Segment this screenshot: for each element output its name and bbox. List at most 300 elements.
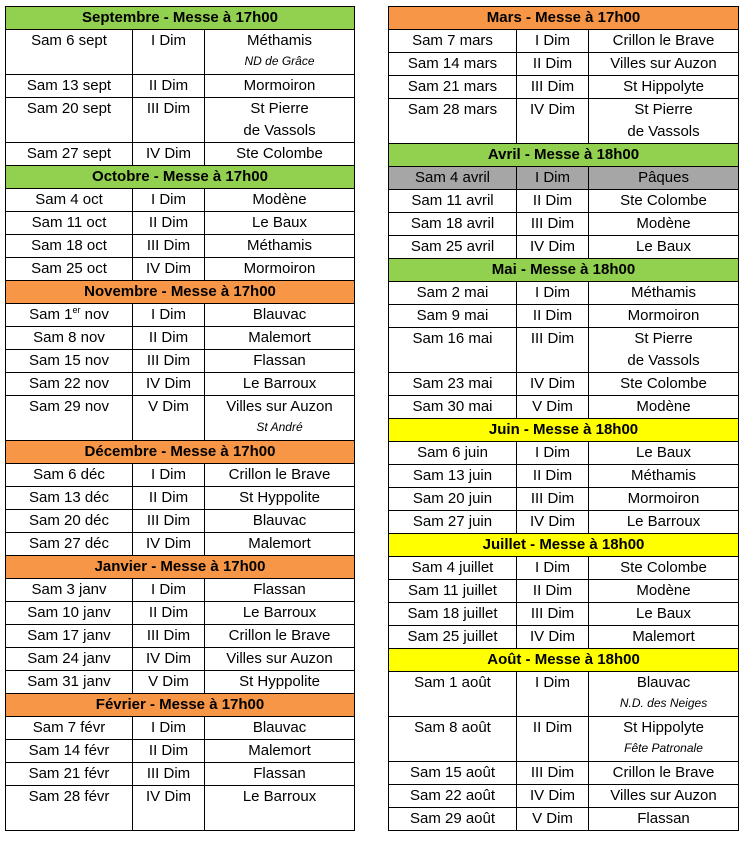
location-note: ND de Grâce xyxy=(244,54,315,68)
date-text: Sam 14 mars xyxy=(407,55,498,72)
date-text: Sam 6 juin xyxy=(417,444,488,461)
location-name: Villes sur Auzon xyxy=(610,787,717,804)
month-header-row xyxy=(389,649,739,672)
sunday-cell xyxy=(517,557,589,580)
date-cell xyxy=(6,533,133,556)
sunday-cell xyxy=(133,717,205,740)
location-name: Le Baux xyxy=(635,444,692,461)
location-cell xyxy=(589,190,739,213)
location-name: Flassan xyxy=(637,810,690,827)
month-header-row xyxy=(6,556,355,579)
schedule-row xyxy=(6,258,355,281)
location-name: Malemort xyxy=(248,329,311,346)
date-cell xyxy=(389,53,517,76)
location-name: St Pierre xyxy=(250,100,309,117)
month-header: Novembre - Messe à 17h00 xyxy=(6,281,355,304)
date-cell xyxy=(6,143,133,166)
date-cell xyxy=(6,30,133,75)
location-cell xyxy=(205,373,355,396)
date-cell xyxy=(6,740,133,763)
sunday-label: II Dim xyxy=(532,307,573,324)
date-text: Sam 31 janv xyxy=(27,673,111,690)
sunday-cell xyxy=(517,167,589,190)
date-text: Sam 16 mai xyxy=(412,330,493,347)
location-name: Le Barroux xyxy=(242,375,317,392)
date-text: Sam 4 juillet xyxy=(411,559,494,576)
location-cell xyxy=(205,717,355,740)
date-text: Sam 4 avril xyxy=(414,169,491,186)
location-name: Blauvac xyxy=(252,512,307,529)
schedule-row xyxy=(6,30,355,75)
date-text: Sam 18 oct xyxy=(31,237,107,254)
schedule-row xyxy=(389,282,739,305)
sunday-label: II Dim xyxy=(532,192,573,209)
schedule-row xyxy=(6,98,355,143)
date-text: Sam 27 déc xyxy=(28,535,110,552)
location-name: Le Baux xyxy=(635,605,692,622)
date-text: Sam 8 août xyxy=(414,719,491,736)
location-name: St Hippolyte xyxy=(623,719,704,736)
date-text: Sam 6 sept xyxy=(31,32,107,49)
location-cell xyxy=(205,510,355,533)
date-cell xyxy=(6,98,133,143)
date-superscript: er xyxy=(72,305,81,315)
schedule-row xyxy=(6,763,355,786)
location-cell xyxy=(589,580,739,603)
sunday-label: I Dim xyxy=(151,581,186,598)
location-name: Méthamis xyxy=(631,284,697,301)
date-cell xyxy=(389,442,517,465)
schedule-row xyxy=(389,557,739,580)
schedule-row xyxy=(389,213,739,236)
location-cell xyxy=(589,373,739,396)
month-header-row xyxy=(389,419,739,442)
sunday-label: II Dim xyxy=(148,329,189,346)
schedule-row xyxy=(6,75,355,98)
schedule-row xyxy=(6,602,355,625)
date-text: Sam 1 août xyxy=(414,674,491,691)
sunday-cell xyxy=(133,235,205,258)
location-cell xyxy=(589,167,739,190)
location-cell xyxy=(205,143,355,166)
sunday-cell xyxy=(133,533,205,556)
location-name: Crillon le Brave xyxy=(228,466,331,483)
location-name-line2: de Vassols xyxy=(243,122,316,139)
month-header: Septembre - Messe à 17h00 xyxy=(6,7,355,30)
sunday-cell xyxy=(517,511,589,534)
sunday-cell xyxy=(133,602,205,625)
schedule-row xyxy=(6,717,355,740)
date-cell xyxy=(389,488,517,511)
month-header-row xyxy=(6,7,355,30)
schedule-row xyxy=(6,533,355,556)
sunday-cell xyxy=(517,99,589,144)
sunday-label: IV Dim xyxy=(530,513,575,530)
location-name: Malemort xyxy=(632,628,695,645)
location-name: Crillon le Brave xyxy=(612,764,715,781)
location-cell xyxy=(589,603,739,626)
location-name: Méthamis xyxy=(247,237,313,254)
date-cell xyxy=(6,327,133,350)
sunday-cell xyxy=(133,30,205,75)
schedule-row xyxy=(6,235,355,258)
sunday-label: II Dim xyxy=(532,582,573,599)
sunday-cell xyxy=(133,258,205,281)
date-cell xyxy=(389,236,517,259)
location-name: Méthamis xyxy=(247,32,313,49)
date-cell xyxy=(6,602,133,625)
sunday-cell xyxy=(517,603,589,626)
sunday-label: II Dim xyxy=(532,467,573,484)
date-cell xyxy=(389,328,517,373)
date-cell xyxy=(389,167,517,190)
sunday-label: III Dim xyxy=(146,100,191,117)
date-cell xyxy=(6,487,133,510)
location-name: Malemort xyxy=(248,535,311,552)
location-name: Villes sur Auzon xyxy=(610,55,717,72)
sunday-label: III Dim xyxy=(146,765,191,782)
location-name: St Hyppolite xyxy=(239,489,320,506)
location-note: St André xyxy=(256,420,303,434)
month-header-row xyxy=(389,259,739,282)
date-cell xyxy=(6,763,133,786)
location-cell xyxy=(205,212,355,235)
location-note: N.D. des Neiges xyxy=(619,696,708,710)
sunday-cell xyxy=(517,76,589,99)
date-text: Sam 20 juin xyxy=(412,490,493,507)
location-cell xyxy=(589,328,739,373)
date-text: Sam 2 mai xyxy=(416,284,489,301)
location-name: St Hippolyte xyxy=(623,78,704,95)
sunday-cell xyxy=(133,212,205,235)
date-cell xyxy=(389,511,517,534)
sunday-label: I Dim xyxy=(151,719,186,736)
date-cell xyxy=(389,305,517,328)
date-cell xyxy=(6,510,133,533)
date-text: Sam 13 juin xyxy=(412,467,493,484)
sunday-label: IV Dim xyxy=(146,260,191,277)
date-cell xyxy=(6,579,133,602)
sunday-label: II Dim xyxy=(148,489,189,506)
location-name: Pâques xyxy=(638,169,689,186)
date-text: Sam 7 mars xyxy=(412,32,493,49)
month-header-row xyxy=(6,441,355,464)
date-text: Sam 14 févr xyxy=(28,742,110,759)
location-cell xyxy=(205,396,355,441)
location-cell xyxy=(589,236,739,259)
sunday-cell xyxy=(517,305,589,328)
sunday-cell xyxy=(133,373,205,396)
location-cell xyxy=(205,740,355,763)
location-cell xyxy=(589,785,739,808)
schedule-row xyxy=(6,189,355,212)
schedule-row xyxy=(389,190,739,213)
month-header: Juillet - Messe à 18h00 xyxy=(389,534,739,557)
location-name: Flassan xyxy=(253,352,306,369)
date-cell xyxy=(6,75,133,98)
location-cell xyxy=(589,396,739,419)
date-cell xyxy=(389,785,517,808)
date-cell xyxy=(389,396,517,419)
schedule-row xyxy=(389,511,739,534)
schedule-row xyxy=(6,304,355,327)
location-cell xyxy=(205,602,355,625)
date-text: Sam 11 juillet xyxy=(408,582,497,599)
schedule-row xyxy=(389,76,739,99)
date-cell xyxy=(6,258,133,281)
date-cell xyxy=(389,808,517,831)
sunday-cell xyxy=(517,808,589,831)
sunday-cell xyxy=(517,30,589,53)
sunday-label: III Dim xyxy=(146,627,191,644)
location-name: Le Barroux xyxy=(242,604,317,621)
date-cell xyxy=(6,212,133,235)
sunday-label: I Dim xyxy=(151,32,186,49)
month-header: Juin - Messe à 18h00 xyxy=(389,419,739,442)
location-cell xyxy=(205,533,355,556)
location-cell xyxy=(205,763,355,786)
sunday-label: V Dim xyxy=(532,810,573,827)
location-cell xyxy=(589,672,739,717)
date-cell xyxy=(389,465,517,488)
schedule-row xyxy=(6,510,355,533)
date-text-tail: nov xyxy=(80,306,109,323)
location-cell xyxy=(205,625,355,648)
date-cell xyxy=(389,603,517,626)
schedule-row xyxy=(6,396,355,441)
date-text: Sam 15 août xyxy=(409,764,496,781)
location-name: Malemort xyxy=(248,742,311,759)
date-text: Sam 28 févr xyxy=(28,788,110,805)
sunday-cell xyxy=(133,648,205,671)
sunday-label: II Dim xyxy=(148,742,189,759)
location-name: Flassan xyxy=(253,765,306,782)
sunday-label: III Dim xyxy=(530,490,575,507)
location-name: Ste Colombe xyxy=(620,192,707,209)
sunday-label: IV Dim xyxy=(530,628,575,645)
schedule-row xyxy=(6,625,355,648)
location-cell xyxy=(589,717,739,762)
location-cell xyxy=(589,626,739,649)
month-header-row xyxy=(6,694,355,717)
sunday-label: III Dim xyxy=(530,78,575,95)
sunday-label: II Dim xyxy=(148,77,189,94)
date-cell xyxy=(6,235,133,258)
date-cell xyxy=(6,350,133,373)
schedule-row xyxy=(389,603,739,626)
location-name: Mormoiron xyxy=(627,307,700,324)
date-cell xyxy=(389,282,517,305)
sunday-cell xyxy=(517,717,589,762)
date-cell xyxy=(389,213,517,236)
date-text: Sam 20 sept xyxy=(26,100,112,117)
date-text: Sam 8 nov xyxy=(33,329,105,346)
location-name: Modène xyxy=(636,215,691,232)
location-cell xyxy=(205,464,355,487)
schedule-row xyxy=(389,785,739,808)
location-cell xyxy=(205,350,355,373)
date-text: Sam 15 nov xyxy=(28,352,110,369)
date-text: Sam 25 avril xyxy=(410,238,495,255)
date-text: Sam 11 avril xyxy=(411,192,494,209)
date-text: Sam 10 janv xyxy=(27,604,111,621)
month-header: Mars - Messe à 17h00 xyxy=(389,7,739,30)
sunday-cell xyxy=(517,190,589,213)
month-header: Janvier - Messe à 17h00 xyxy=(6,556,355,579)
date-cell xyxy=(6,671,133,694)
schedule-row xyxy=(389,99,739,144)
location-name: Blauvac xyxy=(252,306,307,323)
schedule-row xyxy=(389,762,739,785)
location-name: Ste Colombe xyxy=(620,559,707,576)
month-header: Octobre - Messe à 17h00 xyxy=(6,166,355,189)
date-text: Sam 22 nov xyxy=(28,375,110,392)
location-cell xyxy=(205,258,355,281)
schedule-row xyxy=(6,212,355,235)
sunday-label: I Dim xyxy=(535,444,570,461)
location-cell xyxy=(205,189,355,212)
location-name: Mormoiron xyxy=(627,490,700,507)
date-cell xyxy=(389,762,517,785)
date-cell xyxy=(6,786,133,831)
sunday-label: I Dim xyxy=(535,559,570,576)
location-name: Modène xyxy=(636,582,691,599)
sunday-cell xyxy=(517,373,589,396)
location-name: Blauvac xyxy=(252,719,307,736)
sunday-cell xyxy=(517,53,589,76)
sunday-label: I Dim xyxy=(151,191,186,208)
schedule-row xyxy=(389,305,739,328)
sunday-cell xyxy=(133,350,205,373)
date-text: Sam 24 janv xyxy=(27,650,111,667)
schedule-table-left xyxy=(5,6,355,831)
schedule-row xyxy=(6,464,355,487)
schedule-row xyxy=(6,671,355,694)
date-text: Sam 3 janv xyxy=(31,581,107,598)
sunday-label: III Dim xyxy=(530,764,575,781)
date-text: Sam 18 juillet xyxy=(407,605,498,622)
location-cell xyxy=(205,30,355,75)
schedule-row xyxy=(6,327,355,350)
location-cell xyxy=(589,808,739,831)
date-text: Sam 27 juin xyxy=(412,513,493,530)
schedule-column-left xyxy=(5,6,354,831)
sunday-label: IV Dim xyxy=(146,650,191,667)
date-text: Sam 23 mai xyxy=(412,375,493,392)
location-name: Le Baux xyxy=(251,214,308,231)
sunday-cell xyxy=(517,626,589,649)
sunday-cell xyxy=(133,786,205,831)
sunday-label: V Dim xyxy=(532,398,573,415)
location-cell xyxy=(205,671,355,694)
date-text: Sam 27 sept xyxy=(26,145,112,162)
date-cell xyxy=(389,717,517,762)
date-text: Sam 1 xyxy=(29,306,73,323)
date-text: Sam 29 nov xyxy=(28,398,110,415)
sunday-cell xyxy=(133,464,205,487)
location-cell xyxy=(589,282,739,305)
sunday-label: II Dim xyxy=(532,719,573,736)
location-name: St Pierre xyxy=(634,101,693,118)
date-text: Sam 9 mai xyxy=(416,307,489,324)
date-text: Sam 30 mai xyxy=(412,398,493,415)
sunday-label: IV Dim xyxy=(530,101,575,118)
location-cell xyxy=(589,53,739,76)
date-cell xyxy=(389,76,517,99)
sunday-cell xyxy=(133,671,205,694)
location-cell xyxy=(205,487,355,510)
location-cell xyxy=(205,648,355,671)
date-text: Sam 7 févr xyxy=(32,719,106,736)
sunday-label: IV Dim xyxy=(146,375,191,392)
sunday-cell xyxy=(517,328,589,373)
sunday-label: V Dim xyxy=(148,398,189,415)
location-cell xyxy=(205,786,355,831)
date-text: Sam 18 avril xyxy=(410,215,495,232)
sunday-cell xyxy=(133,189,205,212)
location-cell xyxy=(205,327,355,350)
schedule-row xyxy=(6,740,355,763)
month-header: Août - Messe à 18h00 xyxy=(389,649,739,672)
month-header: Avril - Messe à 18h00 xyxy=(389,144,739,167)
sunday-label: II Dim xyxy=(148,214,189,231)
location-name: Modène xyxy=(636,398,691,415)
location-name: Le Barroux xyxy=(626,513,701,530)
sunday-cell xyxy=(517,672,589,717)
schedule-row xyxy=(389,717,739,762)
date-text: Sam 21 mars xyxy=(407,78,498,95)
date-cell xyxy=(6,304,133,327)
sunday-label: II Dim xyxy=(148,604,189,621)
location-name: Méthamis xyxy=(631,467,697,484)
sunday-label: I Dim xyxy=(535,32,570,49)
schedule-row xyxy=(6,373,355,396)
sunday-label: III Dim xyxy=(146,512,191,529)
sunday-label: III Dim xyxy=(146,352,191,369)
location-name: Ste Colombe xyxy=(620,375,707,392)
location-note: Fête Patronale xyxy=(624,741,703,755)
location-name: St Pierre xyxy=(634,330,693,347)
date-text: Sam 25 juillet xyxy=(407,628,498,645)
sunday-label: III Dim xyxy=(530,330,575,347)
sunday-label: IV Dim xyxy=(530,375,575,392)
location-cell xyxy=(205,579,355,602)
date-cell xyxy=(6,189,133,212)
sunday-cell xyxy=(517,488,589,511)
sunday-label: IV Dim xyxy=(530,787,575,804)
sunday-cell xyxy=(133,143,205,166)
date-cell xyxy=(389,190,517,213)
month-header: Février - Messe à 17h00 xyxy=(6,694,355,717)
month-header-row xyxy=(389,144,739,167)
sunday-label: I Dim xyxy=(535,674,570,691)
location-name: Villes sur Auzon xyxy=(226,398,333,415)
location-name: Le Baux xyxy=(635,238,692,255)
date-cell xyxy=(6,396,133,441)
location-cell xyxy=(205,98,355,143)
date-cell xyxy=(6,464,133,487)
date-cell xyxy=(6,373,133,396)
location-cell xyxy=(589,511,739,534)
location-name: Villes sur Auzon xyxy=(226,650,333,667)
date-cell xyxy=(6,717,133,740)
sunday-label: III Dim xyxy=(530,605,575,622)
date-text: Sam 6 déc xyxy=(33,466,105,483)
date-text: Sam 17 janv xyxy=(27,627,111,644)
date-text: Sam 22 août xyxy=(409,787,496,804)
schedule-row xyxy=(389,580,739,603)
date-text: Sam 13 déc xyxy=(28,489,110,506)
